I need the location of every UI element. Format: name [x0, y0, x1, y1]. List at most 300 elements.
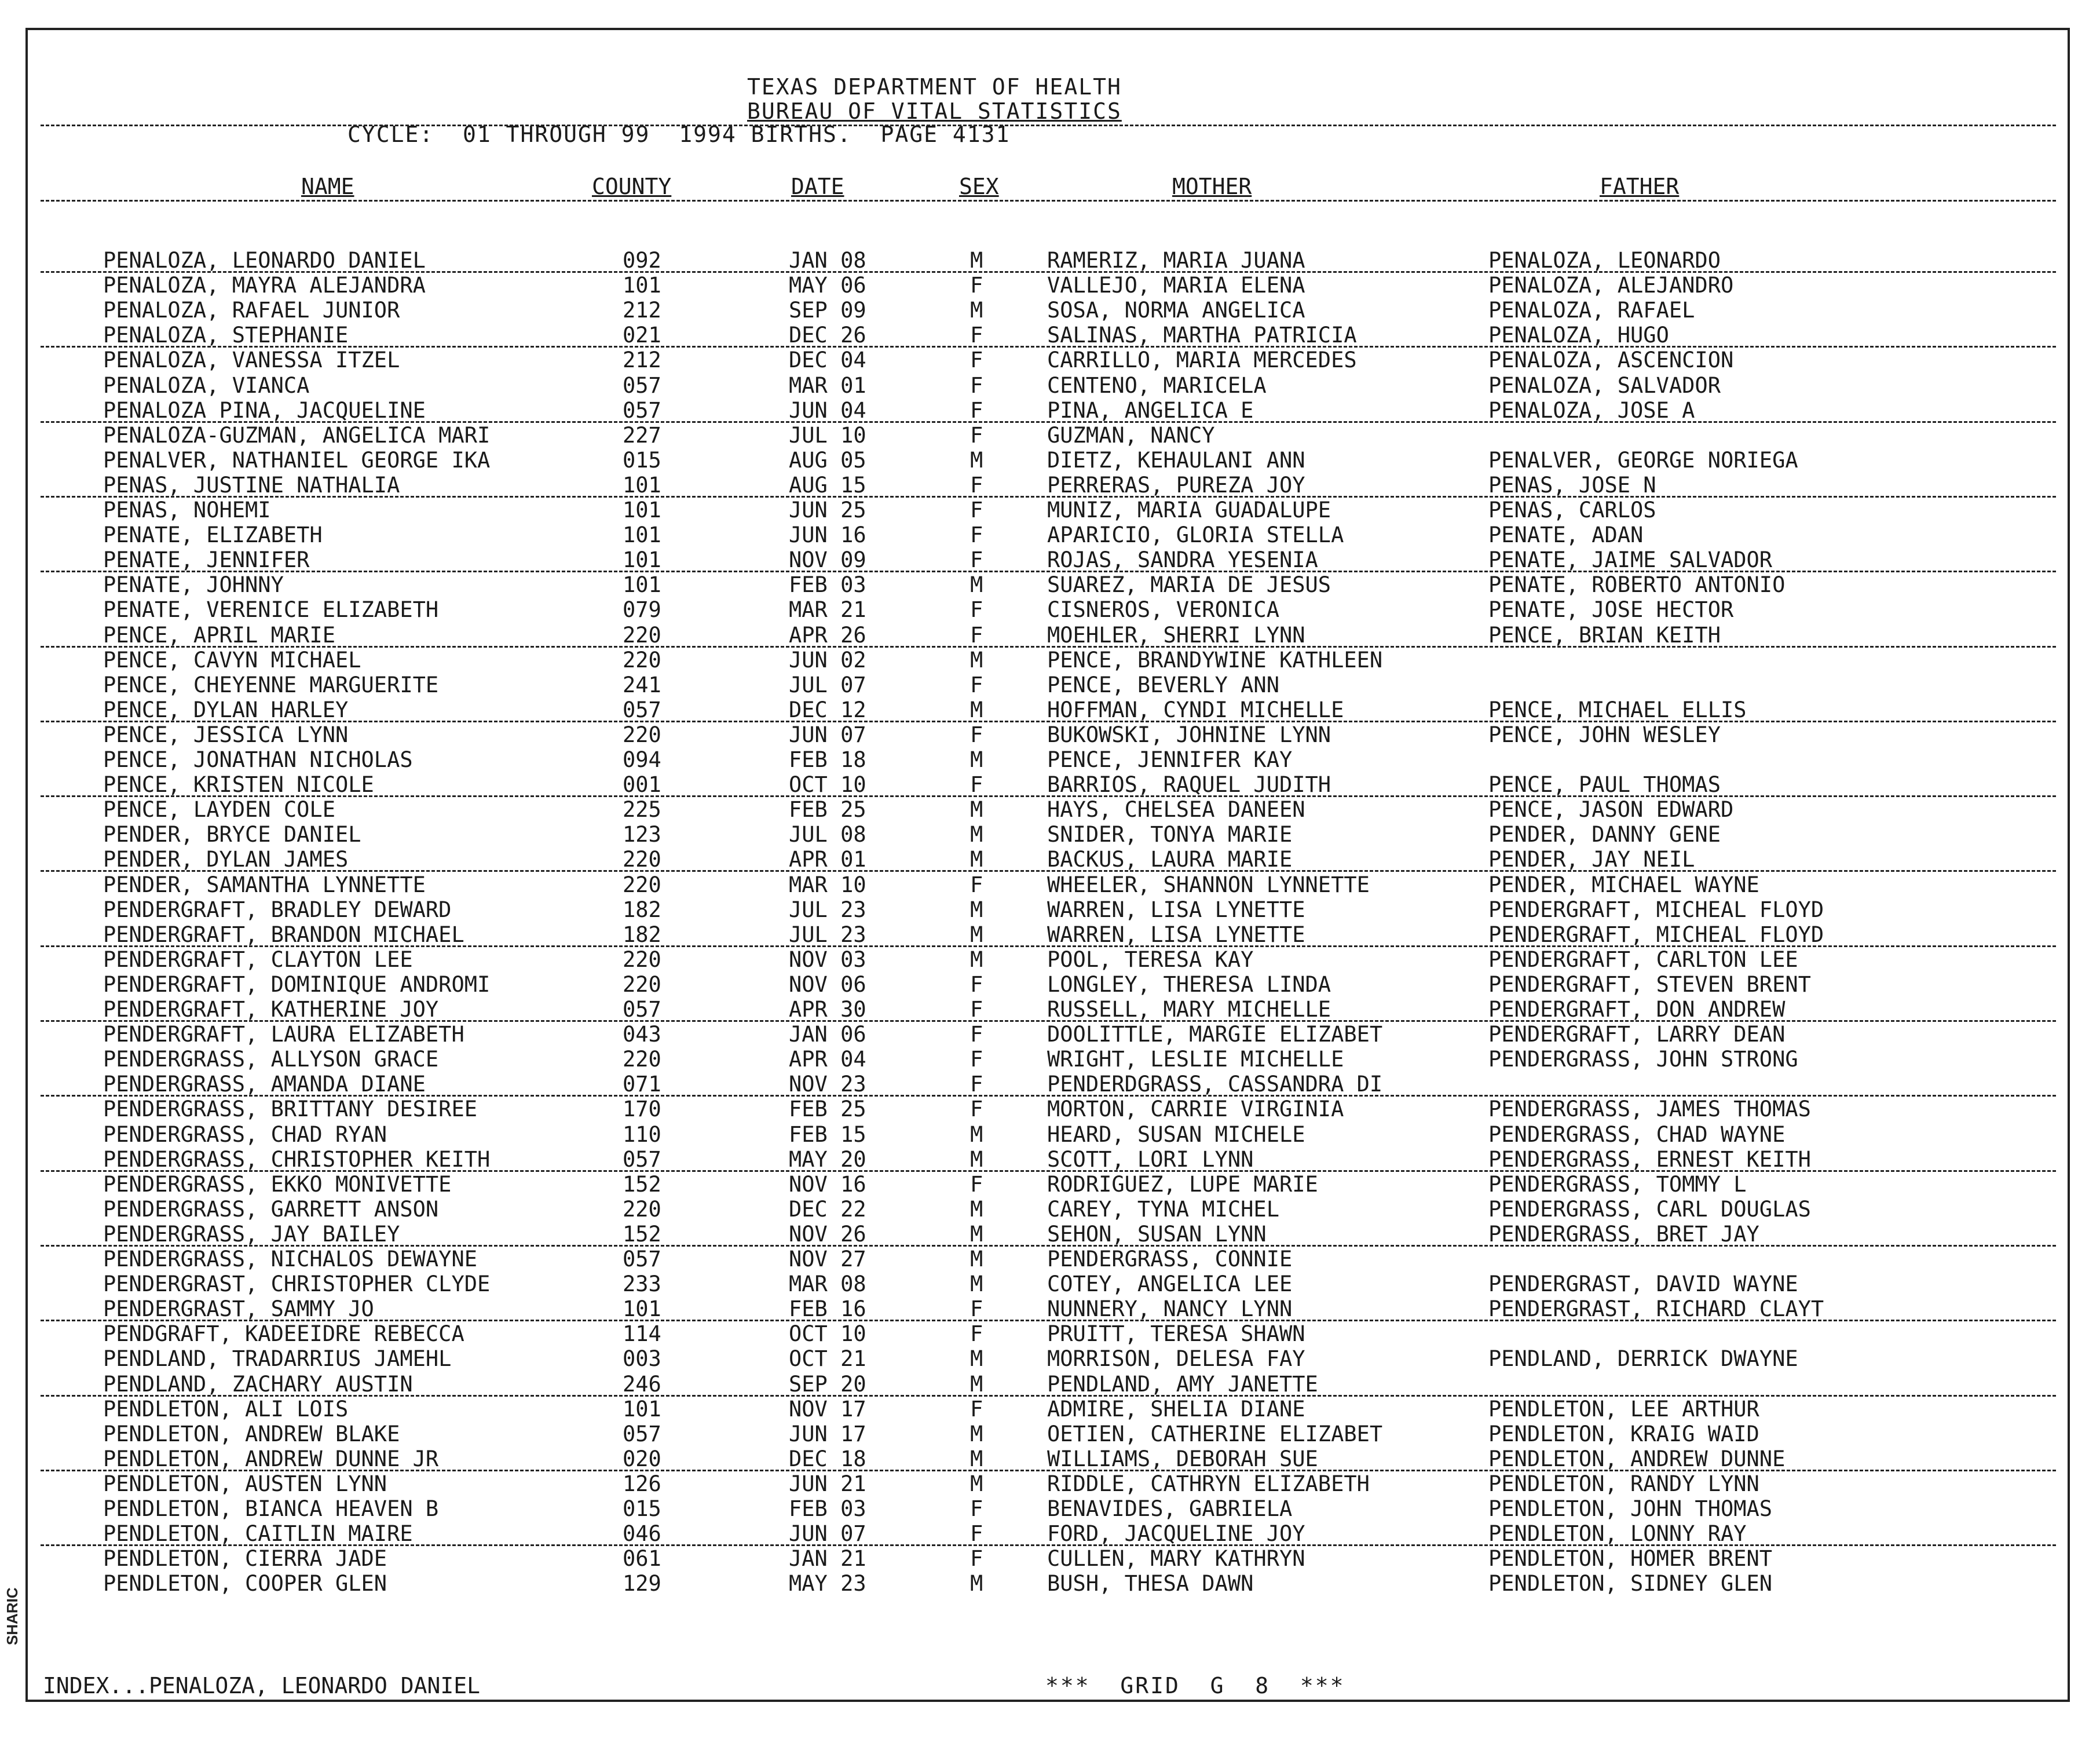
cell-name: PENDLAND, TRADARRIUS JAMEHL	[103, 1346, 452, 1372]
header-bureau: BUREAU OF VITAL STATISTICS	[747, 98, 1122, 124]
cell-mother: RODRIGUEZ, LUPE MARIE	[1047, 1171, 1318, 1197]
table-row	[0, 1422, 2100, 1446]
cell-name: PENCE, KRISTEN NICOLE	[103, 772, 374, 798]
cell-father: PENDLETON, KRAIG WAID	[1488, 1421, 1759, 1446]
cell-mother: GUZMAN, NANCY	[1047, 422, 1215, 448]
cell-mother: SCOTT, LORI LYNN	[1047, 1146, 1254, 1172]
table-row	[0, 1247, 2100, 1272]
cell-sex: M	[970, 947, 983, 972]
cell-sex: M	[970, 1272, 983, 1297]
table-row	[0, 1471, 2100, 1496]
cell-name: PENDLETON, CAITLIN MAIRE	[103, 1521, 413, 1547]
cell-father: PENCE, MICHAEL ELLIS	[1488, 697, 1747, 722]
cell-county: 220	[623, 722, 661, 747]
cell-sex: F	[970, 523, 983, 548]
cell-mother: ADMIRE, SHELIA DIANE	[1047, 1396, 1305, 1422]
cell-sex: M	[970, 298, 983, 323]
cell-date: MAY 20	[789, 1146, 866, 1172]
table-row	[0, 797, 2100, 822]
cell-father: PENDLETON, LONNY RAY	[1488, 1521, 1747, 1547]
cell-county: 123	[623, 822, 661, 847]
header-cycle: CYCLE: 01 THROUGH 99 1994 BIRTHS. PAGE 4131	[347, 122, 1011, 147]
cell-date: NOV 27	[789, 1247, 866, 1272]
table-row	[0, 1571, 2100, 1596]
cell-mother: ROJAS, SANDRA YESENIA	[1047, 547, 1318, 573]
table-row	[0, 822, 2100, 847]
cell-sex: F	[970, 1496, 983, 1521]
cell-sex: M	[970, 248, 983, 273]
cell-sex: M	[970, 647, 983, 673]
table-row	[0, 872, 2100, 897]
cell-father: PENDER, DANNY GENE	[1488, 822, 1721, 847]
cell-name: PENALOZA-GUZMAN, ANGELICA MARI	[103, 422, 491, 448]
cell-father: PENDERGRASS, CHAD WAYNE	[1488, 1121, 1786, 1147]
cell-sex: M	[970, 1371, 983, 1397]
cell-name: PENATE, JENNIFER	[103, 547, 310, 573]
table-row	[0, 722, 2100, 747]
cell-county: 225	[623, 797, 661, 823]
cell-father: PENAS, CARLOS	[1488, 498, 1656, 523]
table-row	[0, 572, 2100, 597]
cell-county: 220	[623, 872, 661, 897]
cell-name: PENAS, NOHEMI	[103, 498, 271, 523]
cell-county: 057	[623, 1146, 661, 1172]
cell-mother: COTEY, ANGELICA LEE	[1047, 1272, 1293, 1297]
cell-name: PENDERGRAFT, LAURA ELIZABETH	[103, 1022, 464, 1047]
cell-county: 152	[623, 1221, 661, 1247]
cell-mother: CISNEROS, VERONICA	[1047, 597, 1279, 623]
cell-county: 101	[623, 572, 661, 598]
cell-name: PENDLETON, BIANCA HEAVEN B	[103, 1496, 439, 1521]
cell-name: PENDERGRASS, CHRISTOPHER KEITH	[103, 1146, 491, 1172]
cell-county: 094	[623, 747, 661, 772]
cell-name: PENDER, SAMANTHA LYNNETTE	[103, 872, 426, 897]
footer-grid: *** GRID G 8 ***	[1045, 1673, 1345, 1698]
cell-name: PENCE, DYLAN HARLEY	[103, 697, 349, 722]
table-row	[0, 947, 2100, 972]
cell-date: APR 04	[789, 1047, 866, 1072]
cell-name: PENDERGRASS, EKKO MONIVETTE	[103, 1171, 452, 1197]
cell-mother: RAMERIZ, MARIA JUANA	[1047, 248, 1305, 273]
column-header-father: FATHER	[1600, 174, 1680, 199]
cell-sex: F	[970, 997, 983, 1022]
cell-date: JAN 06	[789, 1022, 866, 1047]
cell-date: APR 01	[789, 847, 866, 872]
table-row	[0, 673, 2100, 697]
cell-county: 220	[623, 1047, 661, 1072]
cell-name: PENDERGRASS, JAY BAILEY	[103, 1221, 400, 1247]
header-rule	[41, 125, 2056, 126]
cell-county: 015	[623, 447, 661, 473]
cell-name: PENDER, BRYCE DANIEL	[103, 822, 361, 847]
cell-sex: F	[970, 547, 983, 573]
cell-date: FEB 03	[789, 572, 866, 598]
cell-mother: BACKUS, LAURA MARIE	[1047, 847, 1293, 872]
table-row	[0, 1147, 2100, 1172]
cell-sex: F	[970, 397, 983, 423]
cell-mother: PENCE, BEVERLY ANN	[1047, 672, 1279, 697]
cell-name: PENALOZA, VANESSA ITZEL	[103, 348, 400, 373]
cell-father: PENDERGRAFT, CARLTON LEE	[1488, 947, 1798, 972]
cell-date: OCT 21	[789, 1346, 866, 1372]
cell-mother: PERRERAS, PUREZA JOY	[1047, 472, 1305, 498]
cell-name: PENDERGRASS, GARRETT ANSON	[103, 1196, 439, 1222]
table-row	[0, 1122, 2100, 1147]
cell-father: PENCE, JOHN WESLEY	[1488, 722, 1721, 747]
cell-date: NOV 17	[789, 1396, 866, 1422]
cell-name: PENALOZA, RAFAEL JUNIOR	[103, 298, 400, 323]
cell-sex: F	[970, 372, 983, 398]
cell-date: MAR 21	[789, 597, 866, 623]
cell-father: PENALOZA, RAFAEL	[1488, 298, 1695, 323]
cell-sex: F	[970, 1047, 983, 1072]
cell-sex: F	[970, 498, 983, 523]
cell-sex: M	[970, 1421, 983, 1446]
cell-date: FEB 03	[789, 1496, 866, 1521]
cell-mother: PENDLAND, AMY JANETTE	[1047, 1371, 1318, 1397]
cell-mother: NUNNERY, NANCY LYNN	[1047, 1296, 1293, 1322]
cell-mother: BUSH, THESA DAWN	[1047, 1571, 1254, 1596]
cell-mother: POOL, TERESA KAY	[1047, 947, 1254, 972]
cell-name: PENDERGRASS, CHAD RYAN	[103, 1121, 387, 1147]
cell-sex: F	[970, 1396, 983, 1422]
cell-county: 212	[623, 348, 661, 373]
cell-father: PENDERGRASS, ERNEST KEITH	[1488, 1146, 1811, 1172]
table-row	[0, 1047, 2100, 1072]
table-row	[0, 348, 2100, 372]
cell-date: FEB 15	[789, 1121, 866, 1147]
cell-sex: M	[970, 572, 983, 598]
cell-mother: CAREY, TYNA MICHEL	[1047, 1196, 1279, 1222]
cell-date: NOV 26	[789, 1221, 866, 1247]
cell-mother: APARICIO, GLORIA STELLA	[1047, 523, 1344, 548]
cell-father: PENCE, JASON EDWARD	[1488, 797, 1734, 823]
cell-father: PENDERGRASS, CARL DOUGLAS	[1488, 1196, 1811, 1222]
table-row	[0, 772, 2100, 797]
cell-date: AUG 15	[789, 472, 866, 498]
cell-father: PENDERGRAST, DAVID WAYNE	[1488, 1272, 1798, 1297]
cell-county: 046	[623, 1521, 661, 1547]
footer-index: INDEX...PENALOZA, LEONARDO DANIEL	[43, 1673, 480, 1698]
cell-sex: M	[970, 897, 983, 922]
cell-sex: F	[970, 1296, 983, 1322]
cell-date: JUN 21	[789, 1471, 866, 1496]
table-row	[0, 373, 2100, 398]
table-row	[0, 697, 2100, 722]
cell-name: PENDLETON, ALI LOIS	[103, 1396, 349, 1422]
cell-date: DEC 18	[789, 1446, 866, 1471]
cell-date: APR 30	[789, 997, 866, 1022]
table-row	[0, 1446, 2100, 1471]
cell-county: 212	[623, 298, 661, 323]
table-row	[0, 972, 2100, 997]
cell-county: 071	[623, 1072, 661, 1097]
cell-date: OCT 10	[789, 772, 866, 798]
cell-county: 057	[623, 1421, 661, 1446]
cell-county: 101	[623, 1296, 661, 1322]
cell-sex: M	[970, 1196, 983, 1222]
cell-name: PENDLETON, AUSTEN LYNN	[103, 1471, 387, 1496]
cell-county: 246	[623, 1371, 661, 1397]
cell-mother: DOOLITTLE, MARGIE ELIZABET	[1047, 1022, 1383, 1047]
cell-father: PENDERGRASS, BRET JAY	[1488, 1221, 1759, 1247]
cell-sex: M	[970, 1146, 983, 1172]
cell-county: 101	[623, 472, 661, 498]
cell-name: PENALOZA PINA, JACQUELINE	[103, 397, 426, 423]
cell-father: PENATE, JAIME SALVADOR	[1488, 547, 1773, 573]
cell-mother: PENCE, BRANDYWINE KATHLEEN	[1047, 647, 1383, 673]
cell-father: PENALOZA, JOSE A	[1488, 397, 1695, 423]
cell-mother: PINA, ANGELICA E	[1047, 397, 1254, 423]
cell-sex: F	[970, 722, 983, 747]
cell-mother: SALINAS, MARTHA PATRICIA	[1047, 323, 1357, 348]
table-row	[0, 1496, 2100, 1521]
cell-county: 220	[623, 647, 661, 673]
cell-name: PENALVER, NATHANIEL GEORGE IKA	[103, 447, 491, 473]
table-row	[0, 323, 2100, 348]
cell-name: PENDLETON, ANDREW DUNNE JR	[103, 1446, 439, 1471]
cell-mother: DIETZ, KEHAULANI ANN	[1047, 447, 1305, 473]
cell-name: PENCE, CHEYENNE MARGUERITE	[103, 672, 439, 697]
cell-father: PENDERGRAFT, MICHEAL FLOYD	[1488, 922, 1824, 947]
column-header-county: COUNTY	[592, 174, 672, 199]
cell-name: PENDERGRASS, BRITTANY DESIREE	[103, 1097, 478, 1122]
cell-date: MAR 10	[789, 872, 866, 897]
cell-county: 021	[623, 323, 661, 348]
table-row	[0, 1022, 2100, 1047]
cell-father: PENDERGRASS, JOHN STRONG	[1488, 1047, 1798, 1072]
header-department: TEXAS DEPARTMENT OF HEALTH	[747, 74, 1122, 100]
cell-county: 220	[623, 947, 661, 972]
cell-county: 057	[623, 397, 661, 423]
cell-sex: F	[970, 1171, 983, 1197]
table-row	[0, 1072, 2100, 1097]
cell-mother: PRUITT, TERESA SHAWN	[1047, 1321, 1305, 1347]
cell-sex: F	[970, 872, 983, 897]
cell-mother: PENCE, JENNIFER KAY	[1047, 747, 1293, 772]
cell-name: PENDERGRAFT, DOMINIQUE ANDROMI	[103, 971, 491, 997]
cell-mother: OETIEN, CATHERINE ELIZABET	[1047, 1421, 1383, 1446]
cell-date: JUN 16	[789, 523, 866, 548]
table-row	[0, 922, 2100, 947]
cell-mother: HOFFMAN, CYNDI MICHELLE	[1047, 697, 1344, 722]
table-row	[0, 1222, 2100, 1247]
cell-sex: M	[970, 1571, 983, 1596]
cell-name: PENDERGRAFT, CLAYTON LEE	[103, 947, 413, 972]
cell-county: 057	[623, 997, 661, 1022]
table-row	[0, 847, 2100, 872]
cell-sex: F	[970, 1521, 983, 1547]
cell-name: PENALOZA, VIANCA	[103, 372, 310, 398]
cell-sex: F	[970, 323, 983, 348]
cell-sex: F	[970, 622, 983, 648]
column-header-date: DATE	[791, 174, 844, 199]
cell-county: 003	[623, 1346, 661, 1372]
cell-sex: F	[970, 273, 983, 298]
cell-father: PENDERGRAST, RICHARD CLAYT	[1488, 1296, 1824, 1322]
cell-date: JUL 07	[789, 672, 866, 697]
cell-mother: BENAVIDES, GABRIELA	[1047, 1496, 1293, 1521]
cell-father: PENDER, JAY NEIL	[1488, 847, 1695, 872]
table-row	[0, 1097, 2100, 1121]
cell-mother: LONGLEY, THERESA LINDA	[1047, 971, 1331, 997]
cell-county: 015	[623, 1496, 661, 1521]
cell-county: 101	[623, 547, 661, 573]
cell-date: SEP 09	[789, 298, 866, 323]
cell-mother: MOEHLER, SHERRI LYNN	[1047, 622, 1305, 648]
cell-name: PENALOZA, STEPHANIE	[103, 323, 349, 348]
cell-date: MAR 01	[789, 372, 866, 398]
table-row	[0, 448, 2100, 473]
column-header-rule	[41, 200, 2056, 202]
cell-county: 001	[623, 772, 661, 798]
cell-father: PENAS, JOSE N	[1488, 472, 1656, 498]
cell-date: NOV 16	[789, 1171, 866, 1197]
cell-date: SEP 20	[789, 1371, 866, 1397]
cell-sex: F	[970, 971, 983, 997]
cell-sex: M	[970, 1346, 983, 1372]
cell-name: PENATE, ELIZABETH	[103, 523, 323, 548]
cell-father: PENATE, ROBERTO ANTONIO	[1488, 572, 1786, 598]
cell-sex: F	[970, 597, 983, 623]
cell-mother: RUSSELL, MARY MICHELLE	[1047, 997, 1331, 1022]
cell-sex: M	[970, 847, 983, 872]
table-row	[0, 273, 2100, 298]
cell-county: 020	[623, 1446, 661, 1471]
cell-county: 126	[623, 1471, 661, 1496]
cell-county: 170	[623, 1097, 661, 1122]
cell-sex: F	[970, 472, 983, 498]
cell-father: PENALOZA, ALEJANDRO	[1488, 273, 1734, 298]
cell-mother: BUKOWSKI, JOHNINE LYNN	[1047, 722, 1331, 747]
cell-county: 233	[623, 1272, 661, 1297]
cell-date: APR 26	[789, 622, 866, 648]
cell-mother: PENDERGRASS, CONNIE	[1047, 1247, 1293, 1272]
cell-father: PENDLETON, RANDY LYNN	[1488, 1471, 1759, 1496]
cell-mother: WRIGHT, LESLIE MICHELLE	[1047, 1047, 1344, 1072]
cell-county: 043	[623, 1022, 661, 1047]
cell-name: PENCE, LAYDEN COLE	[103, 797, 335, 823]
table-row	[0, 648, 2100, 673]
cell-sex: F	[970, 1546, 983, 1572]
table-row	[0, 473, 2100, 498]
cell-father: PENDER, MICHAEL WAYNE	[1488, 872, 1759, 897]
cell-date: NOV 09	[789, 547, 866, 573]
cell-father: PENDLAND, DERRICK DWAYNE	[1488, 1346, 1798, 1372]
table-row	[0, 897, 2100, 922]
cell-father: PENDLETON, JOHN THOMAS	[1488, 1496, 1773, 1521]
table-row	[0, 747, 2100, 772]
cell-name: PENALOZA, LEONARDO DANIEL	[103, 248, 426, 273]
table-row	[0, 1321, 2100, 1346]
cell-county: 182	[623, 922, 661, 947]
cell-sex: M	[970, 797, 983, 823]
cell-name: PENDERGRASS, AMANDA DIANE	[103, 1072, 426, 1097]
column-header-name: NAME	[301, 174, 354, 199]
cell-mother: WARREN, LISA LYNETTE	[1047, 922, 1305, 947]
cell-name: PENATE, JOHNNY	[103, 572, 284, 598]
cell-father: PENALOZA, HUGO	[1488, 323, 1669, 348]
cell-date: NOV 23	[789, 1072, 866, 1097]
table-row	[0, 423, 2100, 448]
cell-name: PENDER, DYLAN JAMES	[103, 847, 349, 872]
cell-sex: M	[970, 447, 983, 473]
cell-name: PENCE, CAVYN MICHAEL	[103, 647, 361, 673]
cell-date: JUN 02	[789, 647, 866, 673]
table-row	[0, 1521, 2100, 1546]
cell-date: JUN 04	[789, 397, 866, 423]
cell-mother: HEARD, SUSAN MICHELE	[1047, 1121, 1305, 1147]
cell-mother: SEHON, SUSAN LYNN	[1047, 1221, 1267, 1247]
cell-sex: M	[970, 922, 983, 947]
cell-sex: F	[970, 672, 983, 697]
cell-mother: MUNIZ, MARIA GUADALUPE	[1047, 498, 1331, 523]
table-row	[0, 547, 2100, 572]
cell-county: 114	[623, 1321, 661, 1347]
table-row	[0, 1372, 2100, 1397]
cell-date: FEB 18	[789, 747, 866, 772]
cell-father: PENDLETON, HOMER BRENT	[1488, 1546, 1773, 1572]
cell-date: FEB 16	[789, 1296, 866, 1322]
cell-sex: M	[970, 822, 983, 847]
cell-county: 057	[623, 1247, 661, 1272]
cell-mother: VALLEJO, MARIA ELENA	[1047, 273, 1305, 298]
cell-mother: SUAREZ, MARIA DE JESUS	[1047, 572, 1331, 598]
cell-date: DEC 12	[789, 697, 866, 722]
cell-father: PENDERGRAFT, MICHEAL FLOYD	[1488, 897, 1824, 922]
cell-date: MAR 08	[789, 1272, 866, 1297]
cell-mother: CENTENO, MARICELA	[1047, 372, 1267, 398]
cell-father: PENDLETON, LEE ARTHUR	[1488, 1396, 1759, 1422]
cell-date: JUL 23	[789, 922, 866, 947]
cell-county: 092	[623, 248, 661, 273]
cell-name: PENDERGRAST, CHRISTOPHER CLYDE	[103, 1272, 491, 1297]
cell-father: PENALOZA, LEONARDO	[1488, 248, 1721, 273]
cell-name: PENDERGRAFT, BRADLEY DEWARD	[103, 897, 452, 922]
column-header-sex: SEX	[959, 174, 999, 199]
cell-date: JUN 07	[789, 1521, 866, 1547]
table-row	[0, 1172, 2100, 1197]
cell-sex: M	[970, 1221, 983, 1247]
cell-mother: WARREN, LISA LYNETTE	[1047, 897, 1305, 922]
cell-county: 110	[623, 1121, 661, 1147]
cell-date: JUL 23	[789, 897, 866, 922]
cell-mother: CARRILLO, MARIA MERCEDES	[1047, 348, 1357, 373]
cell-mother: MORTON, CARRIE VIRGINIA	[1047, 1097, 1344, 1122]
cell-date: JAN 21	[789, 1546, 866, 1572]
table-row	[0, 1197, 2100, 1222]
cell-county: 057	[623, 697, 661, 722]
cell-name: PENCE, APRIL MARIE	[103, 622, 335, 648]
cell-county: 129	[623, 1571, 661, 1596]
cell-name: PENDGRAFT, KADEEIDRE REBECCA	[103, 1321, 464, 1347]
table-row	[0, 523, 2100, 547]
cell-name: PENDERGRAFT, BRANDON MICHAEL	[103, 922, 464, 947]
table-row	[0, 248, 2100, 273]
cell-mother: HAYS, CHELSEA DANEEN	[1047, 797, 1305, 823]
cell-mother: FORD, JACQUELINE JOY	[1047, 1521, 1305, 1547]
cell-sex: F	[970, 348, 983, 373]
cell-sex: M	[970, 697, 983, 722]
cell-date: JUN 25	[789, 498, 866, 523]
cell-date: FEB 25	[789, 797, 866, 823]
cell-county: 101	[623, 273, 661, 298]
cell-name: PENDERGRASS, ALLYSON GRACE	[103, 1047, 439, 1072]
cell-father: PENDERGRASS, TOMMY L	[1488, 1171, 1747, 1197]
cell-county: 220	[623, 622, 661, 648]
cell-mother: SNIDER, TONYA MARIE	[1047, 822, 1293, 847]
cell-father: PENCE, PAUL THOMAS	[1488, 772, 1721, 798]
